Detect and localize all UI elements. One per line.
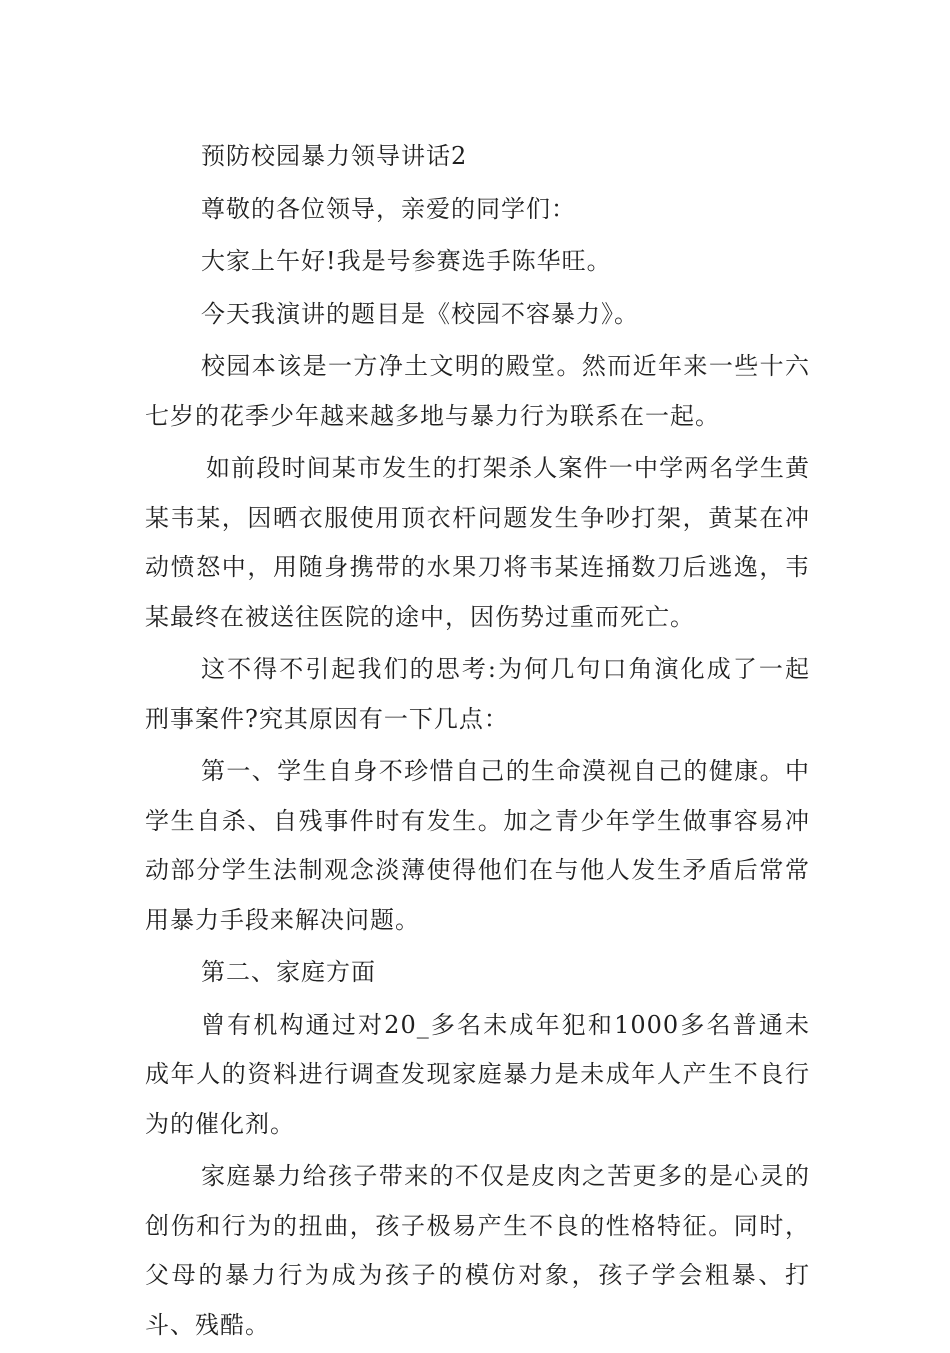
- paragraph-topic: 今天我演讲的题目是《校园不容暴力》。: [201, 299, 639, 328]
- paragraph-intro: 校园本该是一方净土文明的殿堂。然而近年来一些十六七岁的花季少年越来越多地与暴力行为联系在一起。: [145, 352, 810, 430]
- paragraph-greeting: 大家上午好!我是号参赛选手陈华旺。: [201, 247, 612, 275]
- paragraph-case: 如前段时间某市发生的打架杀人案件一中学两名学生黄某韦某，因晒衣服使用顶衣杆问题发生争吵打架，黄某在冲动愤怒中，用随身携带的水果刀将韦某连捅数刀后逃逸，韦某最终在被送往医院的途中，因伤势过重而死亡。: [145, 454, 810, 631]
- document-body: [145, 132, 810, 1353]
- document-title: 预防校园暴力领导讲话2: [201, 142, 468, 170]
- paragraph-reason-two-heading: 第二、家庭方面: [201, 958, 376, 986]
- paragraph-salutation: 尊敬的各位领导，亲爱的同学们：: [201, 194, 576, 223]
- paragraph-survey: 曾有机构通过对20_多名未成年犯和1000多名普通未成年人的资料进行调查发现家庭暴力是未成年人产生不良行为的催化剂。: [145, 1010, 810, 1138]
- paragraph-question: 这不得不引起我们的思考:为何几句口角演化成了一起刑事案件?究其原因有一下几点：: [145, 655, 810, 733]
- paragraph-reason-one: 第一、学生自身不珍惜自己的生命漠视自己的健康。中学生自杀、自残事件时有发生。加之青少年学生做事容易冲动部分学生法制观念淡薄使得他们在与他人发生矛盾后常常用暴力手段来解决问题。: [145, 757, 810, 934]
- paragraph-family-violence: 家庭暴力给孩子带来的不仅是皮肉之苦更多的是心灵的创伤和行为的扭曲，孩子极易产生不良的性格特征。同时，父母的暴力行为成为孩子的模仿对象，孩子学会粗暴、打斗、残酷。: [145, 1162, 810, 1339]
